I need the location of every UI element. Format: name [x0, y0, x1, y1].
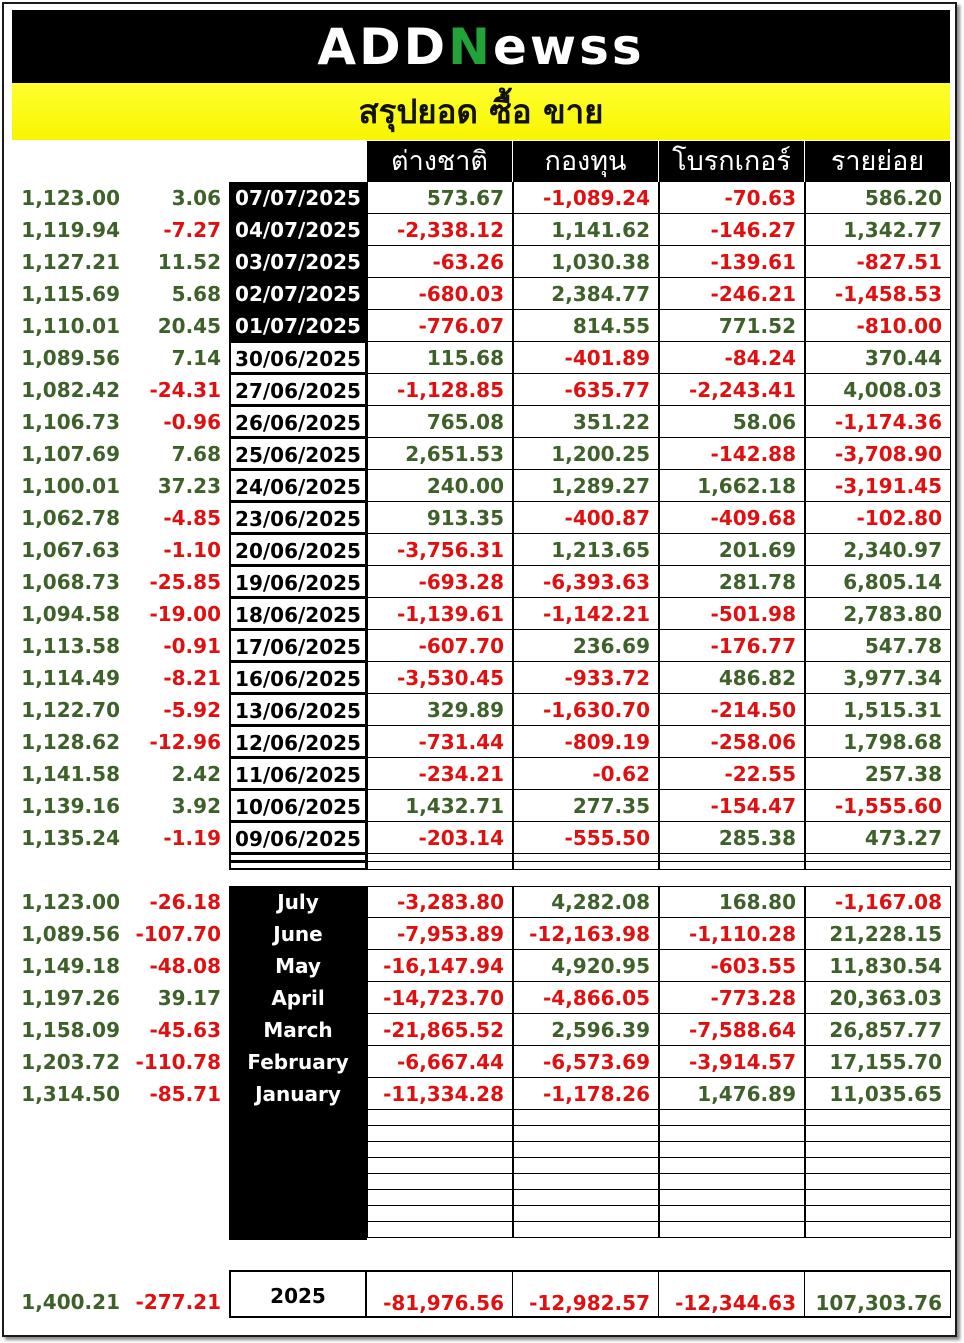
index-value: 1,106.73 — [21, 410, 120, 434]
broker-cell: -258.06 — [659, 726, 805, 758]
broker-cell: -70.63 — [659, 182, 805, 214]
empty-row — [229, 862, 367, 870]
empty-row — [367, 862, 513, 870]
date-cell: 26/06/2025 — [229, 406, 367, 438]
empty-row — [659, 862, 805, 870]
retail-cell: -1,174.36 — [805, 406, 951, 438]
foreign-cell: -2,338.12 — [367, 214, 513, 246]
page-title: สรุปยอด ซื้อ ขาย — [358, 92, 604, 131]
date-cell: 07/07/2025 — [229, 182, 367, 214]
header-fund: กองทุน — [513, 141, 658, 182]
index-value: 1,110.01 — [21, 314, 120, 338]
index-value: 1,119.94 — [21, 218, 120, 242]
broker-cell: -409.68 — [659, 502, 805, 534]
index-value: 1,122.70 — [21, 698, 120, 722]
retail-cell: -3,191.45 — [805, 470, 951, 502]
fund-cell: -6,393.63 — [513, 566, 659, 598]
empty-grid-cell — [513, 1142, 659, 1158]
change-value: -19.00 — [149, 602, 221, 626]
date-cell: 23/06/2025 — [229, 502, 367, 534]
empty-grid-cell — [659, 1142, 805, 1158]
fund-cell: -0.62 — [513, 758, 659, 790]
total-retail-cell: 107,303.76 — [805, 1270, 951, 1318]
index-value: 1,113.58 — [21, 634, 120, 658]
broker-cell: 201.69 — [659, 534, 805, 566]
empty-grid-cell — [659, 1110, 805, 1126]
empty-grid-cell — [659, 1174, 805, 1190]
foreign-cell: 240.00 — [367, 470, 513, 502]
empty-grid-cell — [805, 1174, 951, 1190]
fund-cell: 277.35 — [513, 790, 659, 822]
broker-cell: -142.88 — [659, 438, 805, 470]
change-value: -110.78 — [135, 1050, 221, 1074]
fund-cell: 4,920.95 — [513, 950, 659, 982]
index-value: 1,400.21 — [21, 1290, 120, 1314]
month-label: April — [229, 982, 367, 1014]
index-value: 1,128.62 — [21, 730, 120, 754]
date-cell: 30/06/2025 — [229, 342, 367, 374]
retail-cell: 257.38 — [805, 758, 951, 790]
change-value: -7.27 — [163, 218, 221, 242]
year-label: 2025 — [229, 1270, 367, 1318]
change-value: -1.10 — [163, 538, 221, 562]
change-value: 3.06 — [171, 186, 221, 210]
empty-grid-cell — [513, 1158, 659, 1174]
date-cell: 16/06/2025 — [229, 662, 367, 694]
empty-grid-cell — [513, 1190, 659, 1206]
broker-cell: -146.27 — [659, 214, 805, 246]
fund-cell: -933.72 — [513, 662, 659, 694]
change-value: -277.21 — [135, 1290, 221, 1314]
fund-cell: 1,289.27 — [513, 470, 659, 502]
broker-cell: 281.78 — [659, 566, 805, 598]
header-retail: รายย่อย — [805, 141, 950, 182]
date-cell: 10/06/2025 — [229, 790, 367, 822]
index-value: 1,068.73 — [21, 570, 120, 594]
change-value: -107.70 — [135, 922, 221, 946]
retail-cell: -3,708.90 — [805, 438, 951, 470]
empty-row — [805, 862, 951, 870]
empty-grid-cell — [805, 1222, 951, 1238]
index-value: 1,141.58 — [21, 762, 120, 786]
retail-cell: 11,035.65 — [805, 1078, 951, 1110]
retail-cell: 370.44 — [805, 342, 951, 374]
empty-grid-cell — [367, 1222, 513, 1238]
index-value: 1,114.49 — [21, 666, 120, 690]
fund-cell: -1,178.26 — [513, 1078, 659, 1110]
change-value: -5.92 — [163, 698, 221, 722]
retail-cell: -810.00 — [805, 310, 951, 342]
change-value: 39.17 — [157, 986, 221, 1010]
empty-grid-cell — [659, 1206, 805, 1222]
broker-cell: -139.61 — [659, 246, 805, 278]
retail-cell: 547.78 — [805, 630, 951, 662]
index-value: 1,089.56 — [21, 922, 120, 946]
retail-cell: -1,458.53 — [805, 278, 951, 310]
date-cell: 12/06/2025 — [229, 726, 367, 758]
fund-cell: -635.77 — [513, 374, 659, 406]
retail-cell: 473.27 — [805, 822, 951, 854]
broker-cell: -3,914.57 — [659, 1046, 805, 1078]
date-cell: 19/06/2025 — [229, 566, 367, 598]
date-cell: 01/07/2025 — [229, 310, 367, 342]
index-value: 1,149.18 — [21, 954, 120, 978]
fund-cell: 4,282.08 — [513, 886, 659, 918]
empty-grid-cell — [513, 1110, 659, 1126]
empty-grid-cell — [805, 1158, 951, 1174]
change-value: 5.68 — [171, 282, 221, 306]
empty-grid-cell — [513, 1222, 659, 1238]
empty-row — [513, 854, 659, 862]
change-value: 2.42 — [171, 762, 221, 786]
fund-cell: -6,573.69 — [513, 1046, 659, 1078]
broker-cell: -501.98 — [659, 598, 805, 630]
change-value: -85.71 — [149, 1082, 221, 1106]
date-cell: 17/06/2025 — [229, 630, 367, 662]
broker-cell: 1,476.89 — [659, 1078, 805, 1110]
change-value: -0.91 — [163, 634, 221, 658]
empty-row — [659, 854, 805, 862]
index-value: 1,123.00 — [21, 890, 120, 914]
foreign-cell: -234.21 — [367, 758, 513, 790]
fund-cell: 351.22 — [513, 406, 659, 438]
broker-cell: 168.80 — [659, 886, 805, 918]
fund-cell: -1,089.24 — [513, 182, 659, 214]
foreign-cell: -11,334.28 — [367, 1078, 513, 1110]
foreign-cell: -63.26 — [367, 246, 513, 278]
empty-grid-cell — [367, 1110, 513, 1126]
broker-cell: 771.52 — [659, 310, 805, 342]
broker-cell: 58.06 — [659, 406, 805, 438]
index-value: 1,139.16 — [21, 794, 120, 818]
fund-cell: 2,384.77 — [513, 278, 659, 310]
total-fund-cell: -12,982.57 — [513, 1270, 659, 1318]
foreign-cell: -1,139.61 — [367, 598, 513, 630]
broker-cell: -176.77 — [659, 630, 805, 662]
date-cell: 02/07/2025 — [229, 278, 367, 310]
empty-grid-cell — [513, 1174, 659, 1190]
header-broker: โบรกเกอร์ — [659, 141, 804, 182]
grid-line — [367, 886, 951, 887]
change-value: 3.92 — [171, 794, 221, 818]
foreign-cell: -3,530.45 — [367, 662, 513, 694]
retail-cell: -102.80 — [805, 502, 951, 534]
change-value: 11.52 — [157, 250, 221, 274]
fund-cell: 1,213.65 — [513, 534, 659, 566]
broker-cell: -1,110.28 — [659, 918, 805, 950]
index-value: 1,135.24 — [21, 826, 120, 850]
index-value: 1,197.26 — [21, 986, 120, 1010]
retail-cell: 4,008.03 — [805, 374, 951, 406]
index-value: 1,107.69 — [21, 442, 120, 466]
empty-grid-cell — [513, 1206, 659, 1222]
change-value: 7.68 — [171, 442, 221, 466]
change-value: 37.23 — [157, 474, 221, 498]
broker-cell: -2,243.41 — [659, 374, 805, 406]
total-broker-cell: -12,344.63 — [659, 1270, 805, 1318]
date-cell: 03/07/2025 — [229, 246, 367, 278]
foreign-cell: -21,865.52 — [367, 1014, 513, 1046]
retail-cell: 17,155.70 — [805, 1046, 951, 1078]
fund-cell: -12,163.98 — [513, 918, 659, 950]
retail-cell: 2,783.80 — [805, 598, 951, 630]
fund-cell: -809.19 — [513, 726, 659, 758]
retail-cell: 26,857.77 — [805, 1014, 951, 1046]
month-label: May — [229, 950, 367, 982]
date-cell: 20/06/2025 — [229, 534, 367, 566]
index-value: 1,158.09 — [21, 1018, 120, 1042]
retail-cell: 21,228.15 — [805, 918, 951, 950]
broker-cell: 1,662.18 — [659, 470, 805, 502]
date-cell: 18/06/2025 — [229, 598, 367, 630]
empty-grid-cell — [659, 1126, 805, 1142]
empty-grid-cell — [367, 1174, 513, 1190]
foreign-cell: -3,756.31 — [367, 534, 513, 566]
empty-grid-cell — [367, 1158, 513, 1174]
change-value: -8.21 — [163, 666, 221, 690]
index-value: 1,067.63 — [21, 538, 120, 562]
header-foreign: ต่างชาติ — [367, 141, 512, 182]
foreign-cell: 573.67 — [367, 182, 513, 214]
index-value: 1,082.42 — [21, 378, 120, 402]
retail-cell: 1,342.77 — [805, 214, 951, 246]
month-label: January — [229, 1078, 367, 1110]
date-cell: 11/06/2025 — [229, 758, 367, 790]
retail-cell: 20,363.03 — [805, 982, 951, 1014]
retail-cell: 1,798.68 — [805, 726, 951, 758]
fund-cell: 1,141.62 — [513, 214, 659, 246]
fund-cell: 1,030.38 — [513, 246, 659, 278]
foreign-cell: -607.70 — [367, 630, 513, 662]
empty-grid-cell — [805, 1110, 951, 1126]
empty-row — [513, 862, 659, 870]
change-value: -26.18 — [149, 890, 221, 914]
broker-cell: -773.28 — [659, 982, 805, 1014]
fund-cell: 1,200.25 — [513, 438, 659, 470]
index-value: 1,100.01 — [21, 474, 120, 498]
month-label: July — [229, 886, 367, 918]
fund-cell: 2,596.39 — [513, 1014, 659, 1046]
empty-row — [367, 854, 513, 862]
fund-cell: 236.69 — [513, 630, 659, 662]
change-value: 20.45 — [157, 314, 221, 338]
change-value: -0.96 — [163, 410, 221, 434]
retail-cell: 6,805.14 — [805, 566, 951, 598]
retail-cell: -1,555.60 — [805, 790, 951, 822]
total-foreign-cell: -81,976.56 — [367, 1270, 513, 1318]
broker-cell: 285.38 — [659, 822, 805, 854]
index-value: 1,115.69 — [21, 282, 120, 306]
fund-cell: -401.89 — [513, 342, 659, 374]
index-value: 1,127.21 — [21, 250, 120, 274]
foreign-cell: -731.44 — [367, 726, 513, 758]
retail-cell: 1,515.31 — [805, 694, 951, 726]
foreign-cell: -6,667.44 — [367, 1046, 513, 1078]
logo-banner — [12, 10, 950, 83]
index-value: 1,094.58 — [21, 602, 120, 626]
empty-row — [805, 854, 951, 862]
index-value: 1,314.50 — [21, 1082, 120, 1106]
foreign-cell: -14,723.70 — [367, 982, 513, 1014]
empty-grid-cell — [367, 1142, 513, 1158]
foreign-cell: 2,651.53 — [367, 438, 513, 470]
empty-grid-cell — [659, 1158, 805, 1174]
foreign-cell: 913.35 — [367, 502, 513, 534]
index-value: 1,089.56 — [21, 346, 120, 370]
date-cell: 27/06/2025 — [229, 374, 367, 406]
retail-cell: -827.51 — [805, 246, 951, 278]
fund-cell: -400.87 — [513, 502, 659, 534]
broker-cell: -7,588.64 — [659, 1014, 805, 1046]
index-value: 1,203.72 — [21, 1050, 120, 1074]
date-cell: 25/06/2025 — [229, 438, 367, 470]
change-value: -25.85 — [149, 570, 221, 594]
empty-grid-cell — [805, 1126, 951, 1142]
foreign-cell: -203.14 — [367, 822, 513, 854]
date-cell: 24/06/2025 — [229, 470, 367, 502]
change-value: 7.14 — [171, 346, 221, 370]
foreign-cell: -3,283.80 — [367, 886, 513, 918]
broker-cell: -84.24 — [659, 342, 805, 374]
foreign-cell: -16,147.94 — [367, 950, 513, 982]
broker-cell: 486.82 — [659, 662, 805, 694]
foreign-cell: -693.28 — [367, 566, 513, 598]
foreign-cell: -680.03 — [367, 278, 513, 310]
empty-row — [229, 854, 367, 862]
foreign-cell: 1,432.71 — [367, 790, 513, 822]
retail-cell: 11,830.54 — [805, 950, 951, 982]
fund-cell: -1,142.21 — [513, 598, 659, 630]
fund-cell: -555.50 — [513, 822, 659, 854]
change-value: -24.31 — [149, 378, 221, 402]
foreign-cell: -7,953.89 — [367, 918, 513, 950]
foreign-cell: 765.08 — [367, 406, 513, 438]
broker-cell: -214.50 — [659, 694, 805, 726]
change-value: -4.85 — [163, 506, 221, 530]
broker-cell: -603.55 — [659, 950, 805, 982]
empty-grid-cell — [805, 1190, 951, 1206]
month-label: March — [229, 1014, 367, 1046]
date-cell: 04/07/2025 — [229, 214, 367, 246]
index-value: 1,123.00 — [21, 186, 120, 210]
empty-grid-cell — [367, 1126, 513, 1142]
broker-cell: -154.47 — [659, 790, 805, 822]
month-label: June — [229, 918, 367, 950]
retail-cell: 2,340.97 — [805, 534, 951, 566]
retail-cell: -1,167.08 — [805, 886, 951, 918]
foreign-cell: -1,128.85 — [367, 374, 513, 406]
index-value: 1,062.78 — [21, 506, 120, 530]
empty-grid-cell — [805, 1206, 951, 1222]
foreign-cell: 115.68 — [367, 342, 513, 374]
foreign-cell: -776.07 — [367, 310, 513, 342]
broker-cell: -22.55 — [659, 758, 805, 790]
change-value: -1.19 — [163, 826, 221, 850]
retail-cell: 586.20 — [805, 182, 951, 214]
date-cell: 09/06/2025 — [229, 822, 367, 854]
broker-cell: -246.21 — [659, 278, 805, 310]
fund-cell: -4,866.05 — [513, 982, 659, 1014]
change-value: -12.96 — [149, 730, 221, 754]
empty-grid-cell — [367, 1190, 513, 1206]
fund-cell: -1,630.70 — [513, 694, 659, 726]
month-label: February — [229, 1046, 367, 1078]
empty-grid-cell — [513, 1126, 659, 1142]
change-value: -48.08 — [149, 954, 221, 978]
fund-cell: 814.55 — [513, 310, 659, 342]
retail-cell: 3,977.34 — [805, 662, 951, 694]
addnewss-logo: ADDNewss — [317, 17, 645, 76]
date-cell: 13/06/2025 — [229, 694, 367, 726]
title-banner — [12, 83, 950, 140]
empty-grid-cell — [805, 1142, 951, 1158]
foreign-cell: 329.89 — [367, 694, 513, 726]
change-value: -45.63 — [149, 1018, 221, 1042]
empty-grid-cell — [659, 1190, 805, 1206]
empty-grid-cell — [659, 1222, 805, 1238]
empty-grid-cell — [367, 1206, 513, 1222]
